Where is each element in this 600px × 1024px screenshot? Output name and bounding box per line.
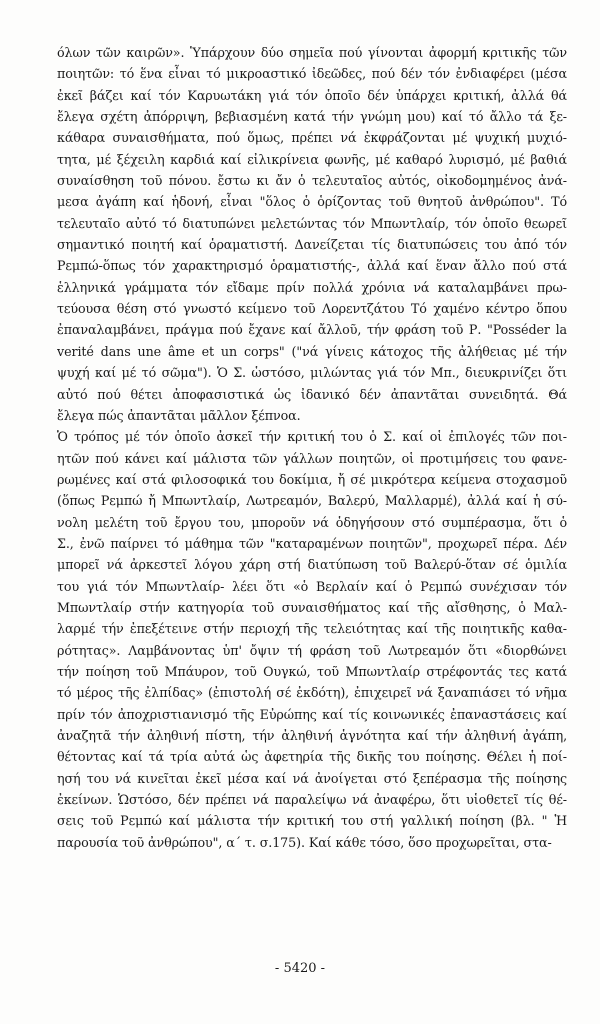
text-line: Ὁ τρόπος μέ τόν ὁποῖο ἀσκεῖ τήν κριτική του ὁ Σ. καί οἱ ἐπιλογές τῶν ποι- [57,429,567,445]
text-line: Ρεμπώ-ὅπως τόν χαρακτηρισμό ὁραματιστής-, ἀλλά καί ἕναν ἄλλο πού στά [57,258,567,274]
text-line: αὐτό πού θέτει ἀποφασιστικά ὡς ἰδανικό δέν ἀπαντᾶται συνειδητά. Θά [57,386,567,402]
text-line: παρουσία τοῦ ἀνθρώπου", α΄ τ. σ.175). Καί κάθε τόσο, ὅσο προχωρεῖται, στα- [57,834,552,850]
text-line: ἀναζητᾶ τήν ἀληθινή πίστη, τήν ἀληθινή ἁγνότητα καί τήν ἀληθινή ἀγάπη, [57,728,567,743]
text-line: λαρμέ τήν ἐπεξέτεινε στήν περιοχή τῆς τελειότητας καί τῆς ποιητικῆς καθα- [57,621,567,637]
text-line: verité dans une âme et un corps" ("νά γίνεις κάτοχος τῆς ἀλήθειας μέ τήν [57,343,567,359]
text-line: ητῶν πού κάνει καί μάλιστα τῶν γάλλων ποιητῶν, οἱ προτιμήσεις του φανε- [57,450,567,466]
text-line: μπορεῖ νά ἀρκεστεῖ λόγου χάρη στή διατύπωση τοῦ Βαλερύ-ὅταν σέ ὁμιλία [57,557,567,573]
text-line: τό μέρος τῆς ἐλπίδας» (ἐπιστολή σέ ἐκδότη), ἐπιχειρεῖ νά ξαναπιάσει τό νῆμα [57,685,567,701]
text-line: ἐκεῖ βάζει καί τόν Καρυωτάκη γιά τόν ὁποῖο δέν ὑπάρχει κριτική, ἀλλά θά [57,87,567,103]
text-line: ἔλεγα σχέτη ἀπόρριψη, βεβιασμένη κατά τήν γνώμη μου) καί τό ἄλλο τά ξε- [57,109,567,125]
text-line: πρίν τόν ἀποχριστιανισμό τῆς Εὐρώπης καί τίς κοινωνικές ἐπαναστάσεις καί [57,706,567,722]
text-line: σημαντικό ποιητή καί ὁραματιστή. Δανείζεται τίς διατυπώσεις του ἀπό τόν [57,237,567,253]
text-line: Σ., ἐνῶ παίρνει τό μάθημα τῶν "καταραμένων ποιητῶν", προχωρεῖ πέρα. Δέν [57,535,567,551]
text-line: ρωμένες καί στά φιλοσοφικά του δοκίμια, ἤ σέ μικρότερα κείμενα στοχασμοῦ [57,471,567,487]
text-line: (ὅπως Ρεμπώ ἤ Μπωντλαίρ, Λωτρεαμόν, Βαλερύ, Μαλλαρμέ), ἀλλά καί ἡ σύ- [57,493,567,509]
text-line: συναίσθηση τοῦ πόνου. ἔστω κι ἄν ὁ τελευταῖος αὐτός, οἰκοδομημένος ἀνά- [57,173,567,189]
text-line: τήν ποίηση τοῦ Μπάυρον, τοῦ Ουγκώ, τοῦ Μπωντλαίρ στρέφοντάς τες κατά [57,663,567,679]
text-line: ἔλεγα πώς ἀπαντᾶται μᾶλλον ξέπνοα. [57,407,301,423]
text-line: ἐπαναλαμβάνει, πράγμα πού ἔχανε καί ἄλλοῦ, τήν φράση τοῦ Ρ. "Posséder la [57,322,567,338]
paragraph [57,42,567,426]
text-line: θέτοντας καί τά τρία αὐτά ὡς ἀφετηρία τῆς δικῆς του ποίησης. Θέλει ἡ ποί- [57,749,567,765]
text-line: τελευταῖο αὐτό τό διατυπώνει μελετώντας τόν Μπωντλαίρ, τόν ὁποῖο θεωρεῖ [57,215,567,231]
text-line: μεσα ἀγάπη καί ἡδονή, εἶναι "ὅλος ὁ ὁρίζοντας τοῦ θνητοῦ ἀνθρώπου". Τό [57,194,567,210]
text-line: τητα, μέ ξέχειλη καρδιά καί εἰλικρίνεια φωνῆς, μέ καθαρό λυρισμό, μέ βαθιά [57,151,567,167]
text-line: ἐκείνων. Ὡστόσο, δέν πρέπει νά παραλείψω νά ἀναφέρω, ὅτι υἱοθετεῖ τίς θέ- [57,792,567,808]
text-line: Μπωντλαίρ στήν κατηγορία τοῦ συναισθήματος καί τῆς αἴσθησης, ὁ Μαλ- [57,599,567,615]
text-line: κάθαρα συναισθήματα, πού ὅμως, πρέπει νά ἐκφράζονται μέ ψυχική μυχιό- [57,130,567,146]
text-line: ἑλληνικά γράμματα τόν εἴδαμε πρίν πολλά χρόνια νά καταλαμβάνει πρω- [57,279,567,295]
text-line: ρότητας». Λαμβάνοντας ὑπ' ὄψιν τή φράση τοῦ Λωτρεαμόν ὅτι «διορθώνει [57,642,567,658]
page-number: - 5420 - [274,961,326,976]
text-line: νολη μελέτη τοῦ ἔργου του, μποροῦν νά ὁδηγήσουν στό συμπέρασμα, ὅτι ὁ [57,514,567,530]
text-line: ψυχή καί μέ τό σῶμα"). Ὁ Σ. ὡστόσο, μιλώντας γιά τόν Μπ., διευκρινίζει ὅτι [57,365,567,381]
paragraph [57,426,567,853]
body-text [57,42,567,853]
text-line: τεύουσα θέση στό γνωστό κείμενο τοῦ Λορεντζάτου Τό χαμένο κέντρο ὅπου [57,301,567,317]
text-line: ποιητῶν: τό ἕνα εἶναι τό μικροαστικό ἰδεῶδες, πού δέν τόν ἐνδιαφέρει (μέσα [57,66,567,82]
text-line: του γιά τόν Μπωντλαίρ- λέει ὅτι «ὁ Βερλαίν καί ὁ Ρεμπώ συνέχισαν τόν [57,578,567,594]
text-line: ησή του νά κινεῖται ἐκεῖ μέσα καί νά ἀνοίγεται στό ξεπέρασμα τῆς ποίησης [57,770,567,786]
text-line: σεις τοῦ Ρεμπώ καί μάλιστα τήν κριτική του στή γαλλική ποίηση (βλ. " Ἡ [57,813,567,829]
text-line: όλων τῶν καιρῶν». Ὑπάρχουν δύο σημεῖα πού γίνονται ἀφορμή κριτικῆς τῶν [57,45,567,60]
